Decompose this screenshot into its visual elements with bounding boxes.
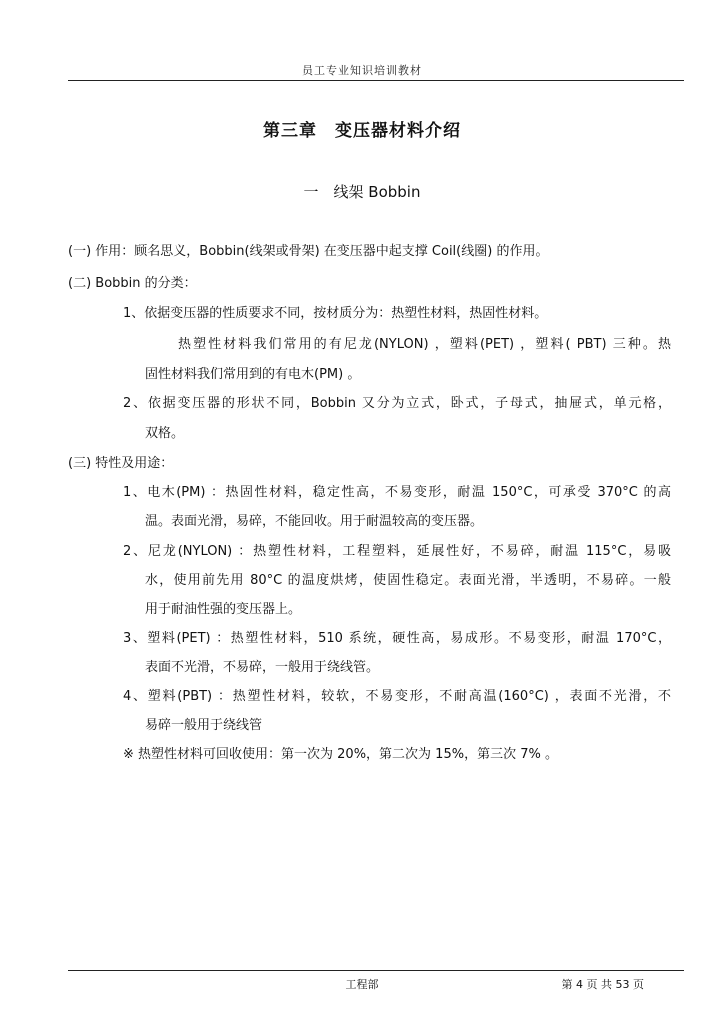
paragraph-pet-line-1: 3、塑料(PET) ：热塑性材料，510 系统，硬性高，易成形。不易变形，耐温 170°C，	[123, 631, 671, 646]
paragraph-materials-line-1: 热塑性材料我们常用的有尼龙(NYLON) ，塑料(PET) ，塑料( PBT) 三种。热	[178, 337, 671, 352]
header-divider	[68, 80, 684, 81]
paragraph-materials-line-2: 固性材料我们常用到的有电木(PM) 。	[145, 367, 361, 382]
paragraph-pet-line-2: 表面不光滑，不易碎，一般用于绕线管。	[145, 660, 380, 675]
paragraph-classification-2-line-2: 双格。	[145, 426, 185, 441]
paragraph-classification-2-line-1: 2、依据变压器的形状不同，Bobbin 又分为立式，卧式，子母式，抽屉式，单元格，	[123, 396, 671, 411]
paragraph-properties-heading: (三) 特性及用途：	[68, 456, 174, 471]
paragraph-classification-1: 1、依据变压器的性质要求不同，按材质分为：热塑性材料，热固性材料。	[123, 306, 548, 321]
paragraph-recycling-note: ※ 热塑性材料可回收使用：第一次为 20%，第二次为 15%，第三次 7% 。	[123, 747, 558, 762]
page-header: 员工专业知识培训教材	[302, 64, 422, 77]
chapter-title: 第三章 变压器材料介绍	[263, 121, 461, 141]
footer-page-info: 第 4 页 共 53 页	[561, 978, 644, 991]
footer-divider	[68, 970, 684, 971]
paragraph-pbt-line-1: 4、塑料(PBT) ：热塑性材料，较软，不易变形，不耐高温(160°C) ，表面不光滑，不	[123, 689, 671, 704]
paragraph-classification-heading: (二) Bobbin 的分类：	[68, 276, 197, 291]
paragraph-pm-line-2: 温。表面光滑，易碎，不能回收。用于耐温较高的变压器。	[145, 514, 484, 529]
paragraph-nylon-line-3: 用于耐油性强的变压器上。	[145, 602, 302, 617]
footer-department: 工程部	[345, 978, 379, 991]
section-title: 一 线架 Bobbin	[303, 183, 421, 201]
paragraph-function: (一) 作用：顾名思义，Bobbin(线架或骨架) 在变压器中起支撑 Coil(线圈) 的作用。	[68, 244, 549, 259]
paragraph-nylon-line-1: 2、尼龙(NYLON) ：热塑性材料，工程塑料，延展性好，不易碎，耐温 115°C，易吸	[123, 544, 671, 559]
paragraph-nylon-line-2: 水，使用前先用 80°C 的温度烘烤，使固性稳定。表面光滑，半透明，不易碎。一般	[145, 573, 671, 588]
paragraph-pm-line-1: 1、电木(PM) ：热固性材料，稳定性高，不易变形，耐温 150°C，可承受 370°C 的高	[123, 485, 671, 500]
paragraph-pbt-line-2: 易碎一般用于绕线管	[145, 718, 263, 733]
